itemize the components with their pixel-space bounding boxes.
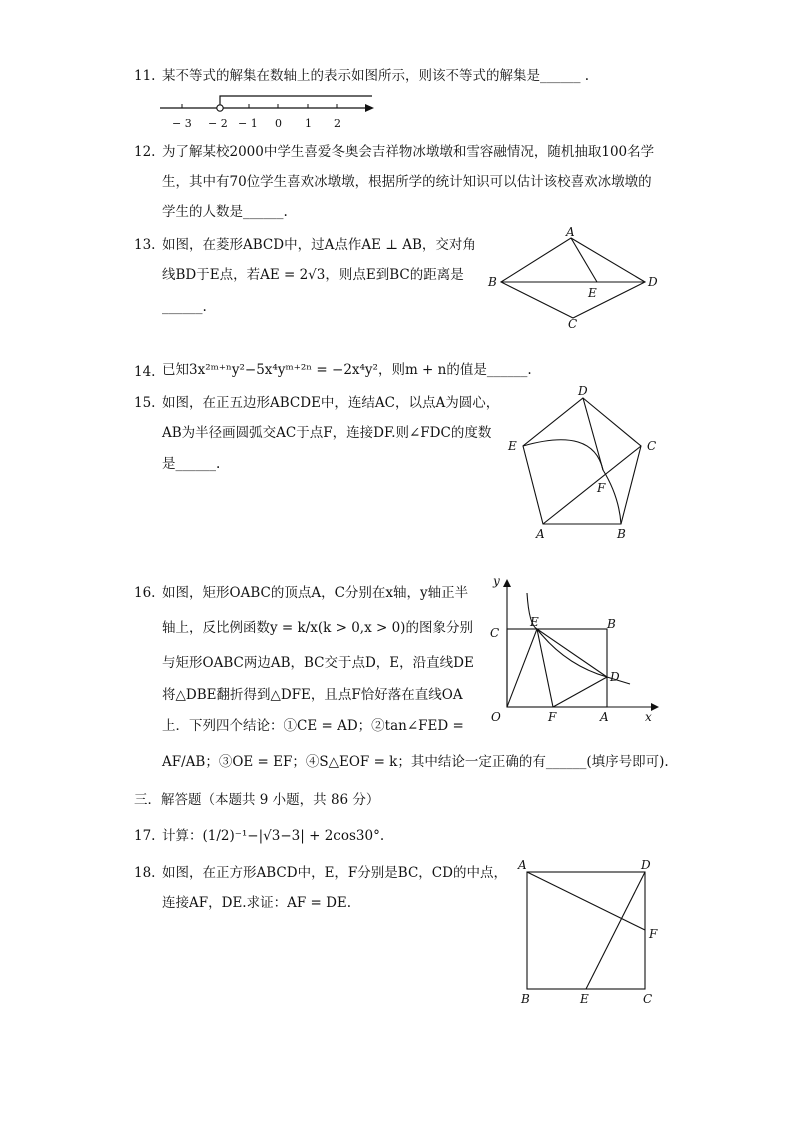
axis-label-neg1: − 1 [238, 117, 258, 130]
label-B: B [488, 275, 497, 289]
label-C: C [568, 317, 578, 331]
label-C: C [647, 439, 657, 453]
problem-13-number: 13. [134, 237, 156, 253]
problem-12-line2: 生，其中有70位学生喜欢冰墩墩，根据所学的统计知识可以估计该校喜欢冰墩墩的 [162, 174, 652, 190]
label-D: D [641, 858, 651, 872]
problem-13-line3: ______. [162, 299, 207, 315]
problem-16-line1: 如图，矩形OABC的顶点A，C分别在x轴，y轴正半 [162, 585, 469, 601]
label-F: F [548, 710, 557, 724]
problem-12-line1: 为了解某校2000中学生喜爱冬奥会吉祥物冰墩墩和雪容融情况，随机抽取100名学 [162, 144, 655, 160]
rhombus-figure [485, 225, 665, 338]
problem-11-text: 某不等式的解集在数轴上的表示如图所示，则该不等式的解集是______ . [162, 68, 590, 84]
axis-label-neg2: − 2 [208, 117, 228, 130]
label-B: B [521, 992, 530, 1006]
label-y: y [493, 574, 500, 588]
label-A: A [566, 225, 575, 239]
section-3-heading: 三．解答题（本题共 9 小题，共 86 分） [134, 792, 380, 808]
problem-12-number: 12. [134, 144, 156, 160]
label-E: E [508, 439, 517, 453]
label-E: E [588, 286, 597, 300]
label-A: A [536, 527, 545, 541]
problem-16-line3: 与矩形OABC两边AB，BC交于点D，E，沿直线DE [162, 655, 474, 671]
problem-16-line2: 轴上，反比例函数y = k/x(k > 0,x > 0)的图象分别 [162, 620, 473, 636]
label-A: A [518, 858, 527, 872]
label-E: E [580, 992, 589, 1006]
problem-16-line6: AF/AB；③OE = EF；④S△EOF = k；其中结论一定正确的有______(填序号即可). [162, 754, 669, 770]
square-figure [515, 858, 675, 1008]
problem-18-line1: 如图，在正方形ABCD中，E，F分别是BC，CD的中点， [162, 865, 507, 881]
axis-label-0: 0 [275, 117, 282, 130]
label-B: B [607, 617, 616, 631]
problem-14-number: 14. [134, 364, 156, 380]
label-D: D [648, 275, 658, 289]
problem-15-line3: 是______. [162, 456, 221, 472]
problem-16-line5: 上．下列四个结论：①CE = AD；②tan∠FED = [162, 718, 464, 734]
problem-14-line1: 已知3x²ᵐ⁺ⁿy²−5x⁴yᵐ⁺²ⁿ = −2x⁴y²，则m + n的值是______. [162, 362, 532, 378]
problem-11-number: 11. [134, 68, 156, 84]
label-D: D [578, 384, 588, 398]
problem-17-number: 17. [134, 828, 156, 844]
axis-label-neg3: − 3 [172, 117, 192, 130]
label-D: D [610, 670, 620, 684]
problem-12-line3: 学生的人数是______. [162, 204, 288, 220]
axis-label-2: 2 [334, 117, 341, 130]
problem-13-line2: 线BD于E点，若AE = 2√3，则点E到BC的距离是 [162, 267, 464, 283]
number-line-figure [160, 92, 390, 132]
label-C: C [643, 992, 653, 1006]
problem-16-line4: 将△DBE翻折得到△DFE，且点F恰好落在直线OA [162, 687, 463, 703]
problem-16-number: 16. [134, 585, 156, 601]
problem-15-line1: 如图，在正五边形ABCDE中，连结AC，以点A为圆心， [162, 395, 500, 411]
problem-18-number: 18. [134, 865, 156, 881]
coordinate-figure [485, 575, 665, 725]
label-E: E [530, 615, 539, 629]
label-C: C [490, 626, 500, 640]
problem-15-number: 15. [134, 395, 156, 411]
label-F: F [649, 927, 658, 941]
label-O: O [491, 710, 501, 724]
problem-17-line1: 计算：(1/2)⁻¹−|√3−3| + 2cos30°. [162, 828, 385, 844]
pentagon-figure [503, 386, 673, 546]
label-x: x [645, 710, 652, 724]
problem-15-line2: AB为半径画圆弧交AC于点F，连接DF.则∠FDC的度数 [162, 425, 492, 441]
label-F: F [597, 481, 606, 495]
label-B: B [617, 527, 626, 541]
problem-13-line1: 如图，在菱形ABCD中，过A点作AE ⊥ AB，交对角 [162, 237, 476, 253]
label-A: A [600, 710, 609, 724]
axis-label-1: 1 [305, 117, 312, 130]
problem-18-line2: 连接AF，DE.求证：AF = DE. [162, 895, 352, 911]
